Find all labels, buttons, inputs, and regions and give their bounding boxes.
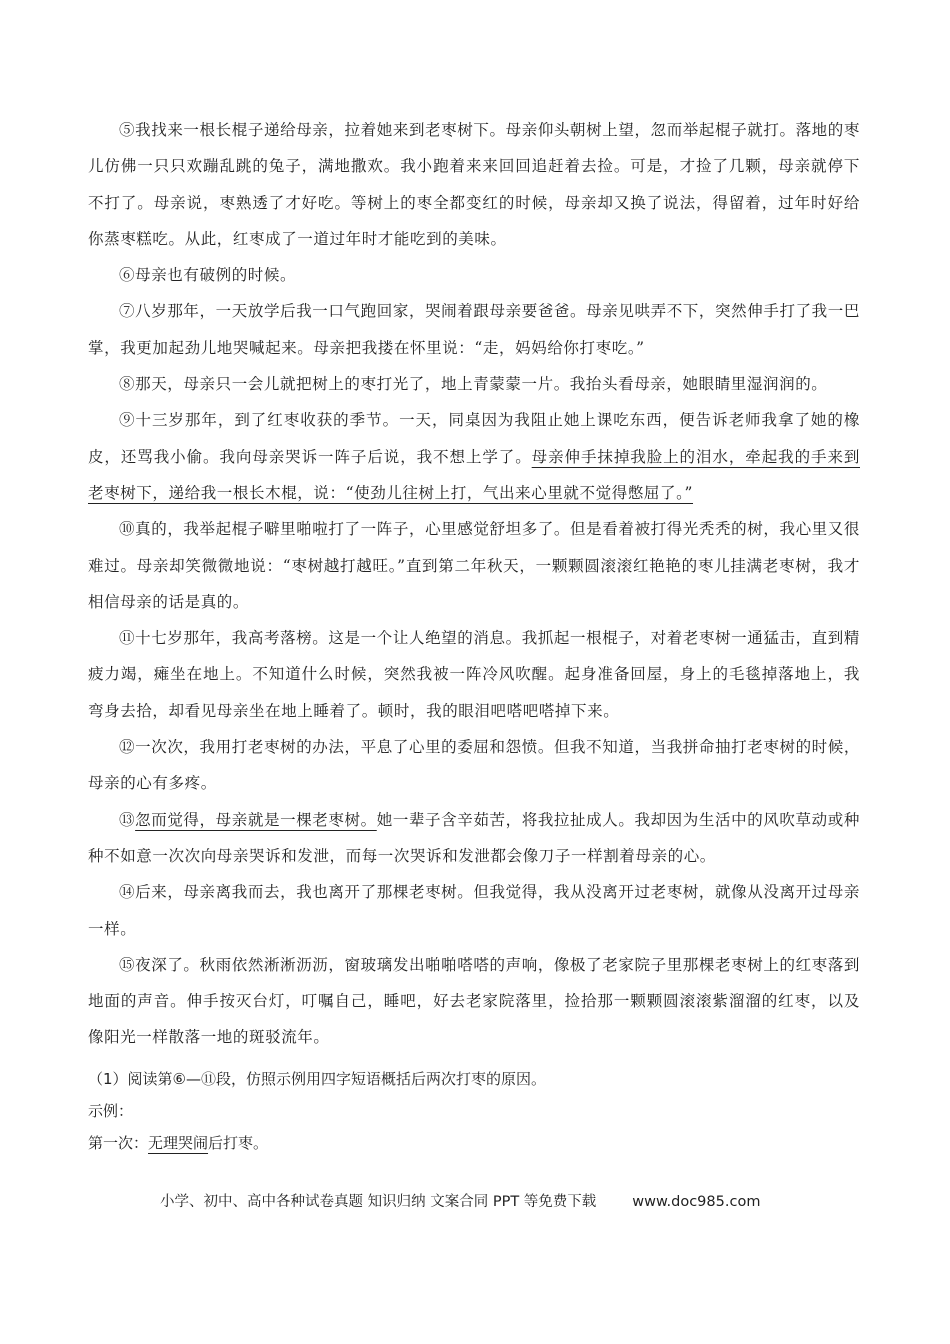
essay-text: [88, 112, 860, 1056]
paragraph-13-number: ⑬: [119, 810, 136, 829]
paragraph-12: ⑫一次次，我用打老枣树的办法，平息了心里的委屈和怨愤。但我不知道，当我拼命抽打老枣树的时候，母亲的心有多疼。: [88, 738, 860, 793]
paragraph-15: ⑮夜深了。秋雨依然淅淅沥沥，窗玻璃发出啪啪嗒嗒的声响，像极了老家院子里那棵老枣树上的红枣落到地面的声音。伸手按灭台灯，叮嘱自己，睡吧，好去老家院落里，捡拾那一颗颗圆滚滚紫溜溜的红枣，以及像阳光一样散落一地的斑驳流年。: [88, 955, 860, 1047]
paragraph-9-text: ⑨十三岁那年，到了红枣收获的季节。一天，同桌因为我阻止她上课吃东西，便告诉老师我拿了她的橡皮，还骂我小偷。我向母亲哭诉一阵子后说，我不想上学了。: [88, 411, 860, 466]
paragraph-13-underlined-sentence: 忽而觉得，母亲就是一棵老枣树。: [135, 810, 377, 829]
example-first-suffix: 后打枣。: [208, 1134, 269, 1152]
paragraph-13: [88, 802, 860, 875]
page-footer: [160, 1190, 860, 1211]
question-1: （1）阅读第⑥—⑪段，仿照示例用四字短语概括后两次打枣的原因。: [88, 1070, 546, 1088]
paragraph-9: [88, 402, 860, 511]
example-first: [88, 1127, 860, 1159]
example-first-prefix: 第一次：: [88, 1134, 149, 1152]
question-section: [88, 1063, 860, 1159]
paragraph-6: ⑥母亲也有破例的时候。: [119, 266, 297, 285]
footer-text: 小学、初中、高中各种试卷真题 知识归纳 文案合同 PPT 等免费下载: [160, 1194, 597, 1210]
footer-url[interactable]: www.doc985.com: [632, 1194, 761, 1210]
paragraph-13-text: 她一辈子含辛茹苦，将我拉扯成人。我却因为生活中的风吹草动或种种不如意一次次向母亲哭诉和发泄，而每一次哭诉和发泄都会像刀子一样割着母亲的心。: [88, 810, 860, 865]
paragraph-8: ⑧那天，母亲只一会儿就把树上的枣打光了，地上青蒙蒙一片。我抬头看母亲，她眼睛里湿润润的。: [119, 375, 828, 394]
paragraph-9-underlined-sentence: 母亲伸手抹掉我脸上的泪水，牵起我的手来到老枣树下，递给我一根长木棍，说：“使劲儿往树上打，气出来心里就不觉得憋屈了。”: [88, 447, 860, 502]
example-first-answer: 无理哭闹: [148, 1134, 209, 1152]
paragraph-11: ⑪十七岁那年，我高考落榜。这是一个让人绝望的消息。我抓起一根棍子，对着老枣树一通猛击，直到精疲力竭，瘫坐在地上。不知道什么时候，突然我被一阵冷风吹醒。起身准备回屋，身上的毛毯掉落地上，我弯身去拾，却看见母亲坐在地上睡着了。顿时，我的眼泪吧嗒吧嗒掉下来。: [88, 629, 860, 720]
paragraph-10: ⑩真的，我举起棍子噼里啪啦打了一阵子，心里感觉舒坦多了。但是看着被打得光秃秃的树，我心里又很难过。母亲却笑微微地说：“枣树越打越旺。”直到第二年秋天，一颗颗圆滚滚红艳艳的枣儿挂满老枣树，我才相信母亲的话是真的。: [88, 520, 860, 611]
example-label: 示例：: [88, 1102, 134, 1120]
paragraph-5: ⑤我找来一根长棍子递给母亲，拉着她来到老枣树下。母亲仰头朝树上望，忽而举起棍子就打。落地的枣儿仿佛一只只欢蹦乱跳的兔子，满地撒欢。我小跑着来来回回追赶着去捡。可是，才捡了几颗，母亲就停下不打了。母亲说，枣熟透了才好吃。等树上的枣全都变红的时候，母亲却又换了说法，得留着，过年时好给你蒸枣糕吃。从此，红枣成了一道过年时才能吃到的美味。: [88, 121, 860, 248]
paragraph-7: ⑦八岁那年，一天放学后我一口气跑回家，哭闹着跟母亲要爸爸。母亲见哄弄不下，突然伸手打了我一巴掌，我更加起劲儿地哭喊起来。母亲把我搂在怀里说：“走，妈妈给你打枣吃。”: [88, 302, 860, 357]
paragraph-14: ⑭后来，母亲离我而去，我也离开了那棵老枣树。但我觉得，我从没离开过老枣树，就像从没离开过母亲一样。: [88, 883, 860, 938]
